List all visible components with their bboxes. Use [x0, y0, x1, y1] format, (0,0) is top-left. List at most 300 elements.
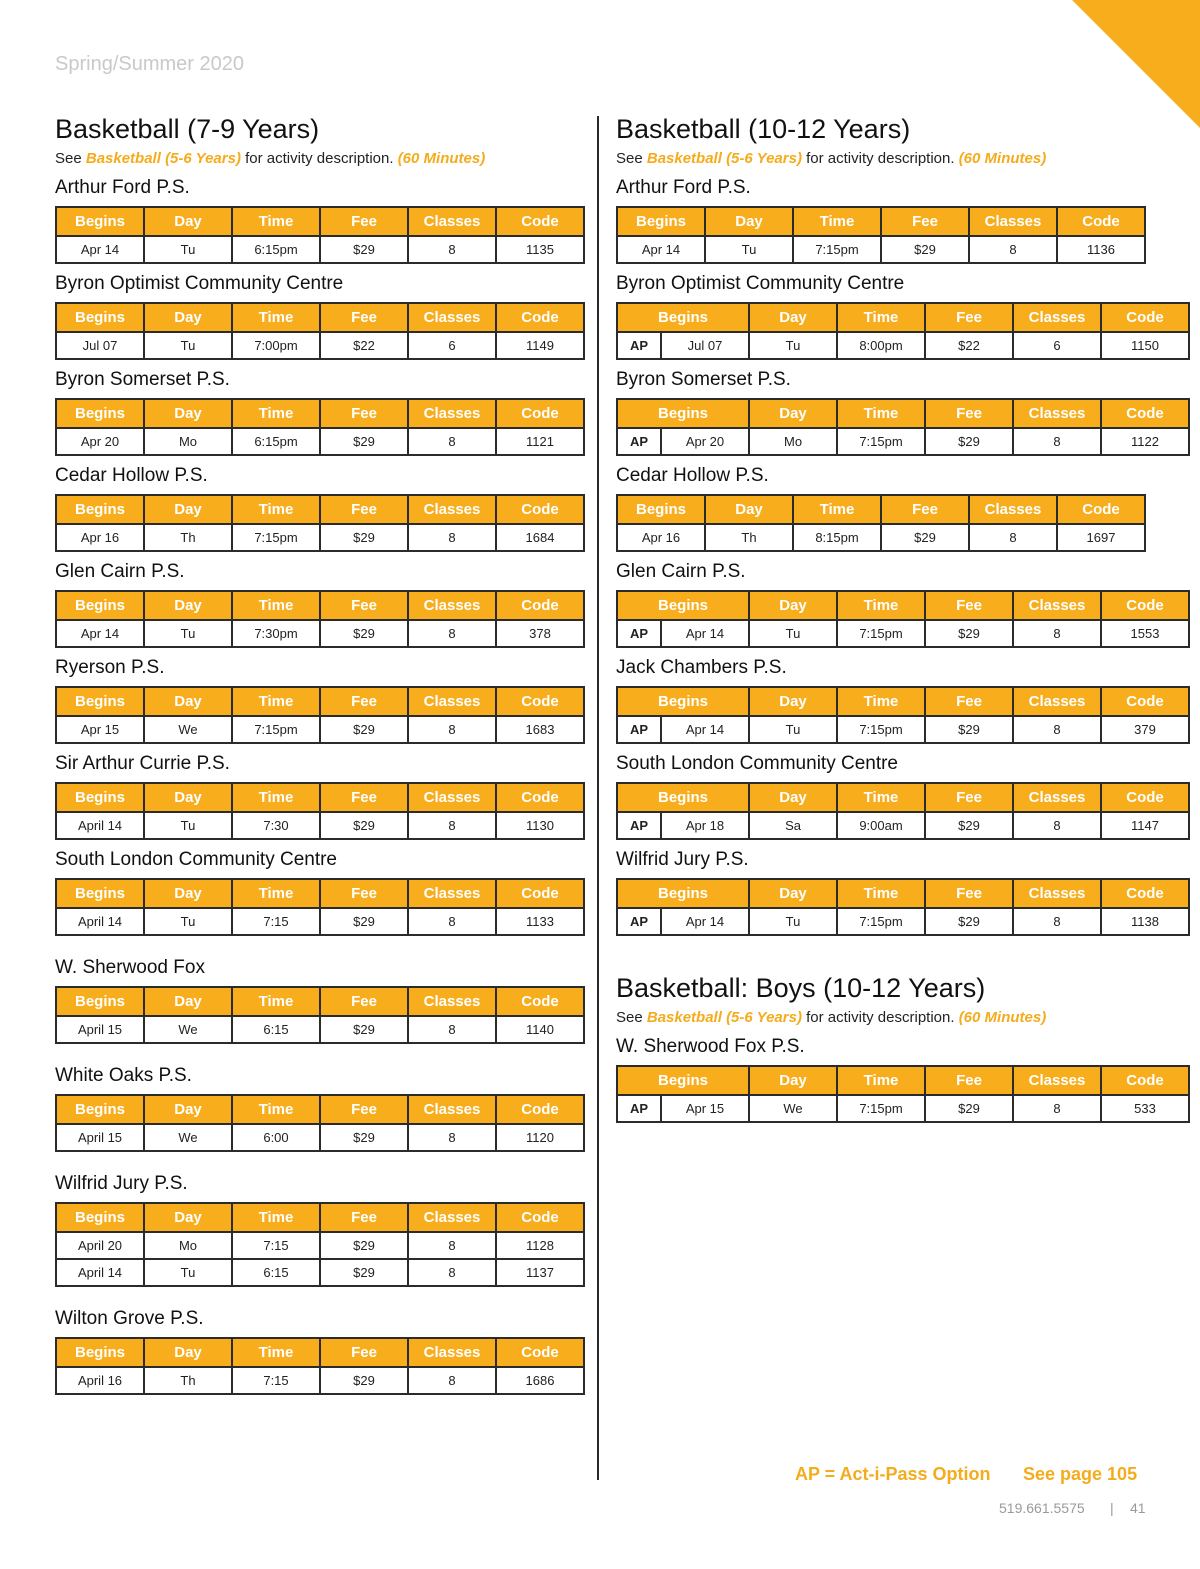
duration-label: (60 Minutes) [958, 150, 1047, 167]
section-basketball-7-9 [55, 113, 585, 1403]
column-header-begins: Begins [617, 591, 749, 620]
location-name: Cedar Hollow P.S. [616, 465, 769, 486]
location-block [55, 464, 585, 552]
table-row [617, 524, 1145, 551]
column-header-classes: Classes [408, 1095, 496, 1124]
cell-classes: 8 [408, 1367, 496, 1394]
cell-fee: $22 [320, 332, 408, 359]
column-header-begins: Begins [56, 399, 144, 428]
cell-classes: 8 [408, 1124, 496, 1151]
cell-day: Tu [144, 1259, 232, 1286]
column-header-begins: Begins [617, 207, 705, 236]
cell-begins: Apr 16 [56, 524, 144, 551]
cell-fee: $29 [320, 1259, 408, 1286]
column-header-code: Code [496, 1095, 584, 1124]
cell-code[interactable]: 1150 [1101, 332, 1189, 359]
table-header-row [56, 1338, 584, 1367]
column-header-classes: Classes [408, 783, 496, 812]
table-header-row [617, 399, 1189, 428]
cell-code[interactable]: 1138 [1101, 908, 1189, 935]
column-header-classes: Classes [408, 207, 496, 236]
column-header-day: Day [749, 1066, 837, 1095]
cell-classes: 8 [1013, 1095, 1101, 1122]
column-header-fee: Fee [320, 207, 408, 236]
column-header-code: Code [496, 399, 584, 428]
cell-time: 8:00pm [837, 332, 925, 359]
cell-fee: $29 [320, 1016, 408, 1043]
column-header-code: Code [496, 1203, 584, 1232]
cell-day: Th [705, 524, 793, 551]
column-header-begins: Begins [56, 687, 144, 716]
cell-classes: 6 [1013, 332, 1101, 359]
schedule-table [616, 878, 1190, 936]
table-row [617, 908, 1189, 935]
cell-day: We [144, 1124, 232, 1151]
cell-code[interactable]: 379 [1101, 716, 1189, 743]
column-header-code: Code [496, 987, 584, 1016]
cell-day: Tu [144, 620, 232, 647]
table-row [56, 1367, 584, 1394]
column-header-fee: Fee [320, 591, 408, 620]
location-block [55, 176, 585, 264]
column-header-time: Time [232, 303, 320, 332]
column-header-code: Code [1057, 495, 1145, 524]
cell-day: Mo [144, 428, 232, 455]
season-label: Spring/Summer 2020 [55, 53, 244, 75]
column-header-time: Time [232, 591, 320, 620]
column-header-begins: Begins [56, 303, 144, 332]
column-header-time: Time [232, 399, 320, 428]
location-block [55, 956, 585, 1044]
cell-time: 6:00 [232, 1124, 320, 1151]
table-row [617, 716, 1189, 743]
location-block [616, 368, 1164, 456]
table-row [56, 428, 584, 455]
cell-classes: 8 [969, 524, 1057, 551]
column-header-day: Day [144, 591, 232, 620]
location-block [55, 1064, 585, 1152]
cell-classes: 8 [1013, 620, 1101, 647]
cell-day: Th [144, 1367, 232, 1394]
column-header-code: Code [1101, 687, 1189, 716]
description-text: for activity description. [801, 1009, 959, 1026]
column-header-begins: Begins [56, 1203, 144, 1232]
column-header-time: Time [837, 687, 925, 716]
cell-time: 7:15pm [837, 428, 925, 455]
column-header-begins: Begins [56, 987, 144, 1016]
column-header-day: Day [144, 495, 232, 524]
column-header-code: Code [496, 591, 584, 620]
table-header-row [56, 687, 584, 716]
column-header-day: Day [144, 987, 232, 1016]
table-header-row [56, 303, 584, 332]
cell-code[interactable]: 378 [496, 620, 584, 647]
act-i-pass-badge: AP [617, 716, 661, 743]
column-header-begins: Begins [56, 591, 144, 620]
column-header-code: Code [1101, 879, 1189, 908]
act-i-pass-badge: AP [617, 908, 661, 935]
cell-time: 7:15pm [793, 236, 881, 263]
schedule-table [616, 206, 1146, 264]
cell-code[interactable]: 1553 [1101, 620, 1189, 647]
column-header-classes: Classes [1013, 591, 1101, 620]
column-header-time: Time [232, 987, 320, 1016]
schedule-table [55, 494, 585, 552]
act-i-pass-badge: AP [617, 428, 661, 455]
column-header-classes: Classes [1013, 399, 1101, 428]
cell-begins: April 16 [56, 1367, 144, 1394]
schedule-table [616, 590, 1190, 648]
cell-time: 7:15 [232, 1232, 320, 1259]
table-header-row [617, 879, 1189, 908]
cell-time: 6:15 [232, 1016, 320, 1043]
cell-fee: $29 [320, 1367, 408, 1394]
schedule-table [55, 398, 585, 456]
column-header-time: Time [837, 1066, 925, 1095]
location-block [616, 272, 1164, 360]
column-header-code: Code [1057, 207, 1145, 236]
cell-code[interactable]: 1683 [496, 716, 584, 743]
column-header-time: Time [837, 303, 925, 332]
cell-begins: Apr 15 [661, 1095, 749, 1122]
column-header-begins: Begins [56, 495, 144, 524]
table-row [56, 1124, 584, 1151]
schedule-table [55, 206, 585, 264]
cell-fee: $29 [925, 620, 1013, 647]
table-header-row [617, 687, 1189, 716]
cell-time: 7:00pm [232, 332, 320, 359]
page-number: 41 [1130, 1500, 1146, 1516]
cell-code[interactable]: 1697 [1057, 524, 1145, 551]
cell-classes: 8 [1013, 428, 1101, 455]
column-header-classes: Classes [408, 303, 496, 332]
location-name: W. Sherwood Fox P.S. [616, 1036, 805, 1057]
cell-fee: $29 [925, 812, 1013, 839]
column-header-day: Day [749, 687, 837, 716]
location-name: Glen Cairn P.S. [55, 561, 185, 582]
table-header-row [56, 399, 584, 428]
column-header-day: Day [144, 303, 232, 332]
column-header-day: Day [144, 399, 232, 428]
schedule-table [616, 302, 1190, 360]
cell-day: Tu [144, 812, 232, 839]
column-header-code: Code [496, 303, 584, 332]
location-block [55, 656, 585, 744]
column-header-time: Time [837, 591, 925, 620]
cell-classes: 8 [408, 716, 496, 743]
section-basketball-10-12 [616, 113, 1164, 944]
cell-fee: $29 [320, 236, 408, 263]
column-header-code: Code [496, 879, 584, 908]
description-prefix: See [55, 150, 86, 167]
cell-begins: April 20 [56, 1232, 144, 1259]
cell-code[interactable]: 1686 [496, 1367, 584, 1394]
table-row [56, 908, 584, 935]
location-block [616, 560, 1164, 648]
column-header-time: Time [232, 879, 320, 908]
table-row [617, 812, 1189, 839]
table-header-row [617, 207, 1145, 236]
cell-classes: 8 [1013, 908, 1101, 935]
cell-code[interactable]: 1137 [496, 1259, 584, 1286]
cell-code[interactable]: 533 [1101, 1095, 1189, 1122]
column-header-day: Day [749, 879, 837, 908]
column-header-day: Day [144, 879, 232, 908]
column-header-fee: Fee [320, 495, 408, 524]
description-link[interactable]: Basketball (5-6 Years) [646, 150, 802, 167]
column-header-fee: Fee [925, 591, 1013, 620]
location-name: Arthur Ford P.S. [616, 177, 751, 198]
cell-day: Tu [749, 716, 837, 743]
schedule-table [616, 398, 1190, 456]
table-header-row [617, 591, 1189, 620]
cell-day: Tu [705, 236, 793, 263]
cell-classes: 8 [408, 236, 496, 263]
column-header-day: Day [749, 399, 837, 428]
cell-begins: April 14 [56, 908, 144, 935]
description-link[interactable]: Basketball (5-6 Years) [85, 150, 241, 167]
table-row [617, 1095, 1189, 1122]
cell-begins: Apr 14 [56, 236, 144, 263]
cell-code[interactable]: 1130 [496, 812, 584, 839]
location-name: South London Community Centre [55, 849, 337, 870]
cell-fee: $29 [320, 1124, 408, 1151]
cell-code[interactable]: 1684 [496, 524, 584, 551]
cell-time: 7:15pm [232, 716, 320, 743]
column-header-time: Time [232, 207, 320, 236]
cell-classes: 6 [408, 332, 496, 359]
act-i-pass-badge: AP [617, 1095, 661, 1122]
column-header-fee: Fee [320, 1095, 408, 1124]
cell-fee: $29 [320, 812, 408, 839]
column-header-fee: Fee [925, 879, 1013, 908]
duration-label: (60 Minutes) [958, 1009, 1047, 1026]
table-row [56, 236, 584, 263]
cell-fee: $29 [320, 524, 408, 551]
cell-day: Tu [144, 236, 232, 263]
phone-number: 519.661.5575 [999, 1500, 1085, 1516]
schedule-table [55, 878, 585, 936]
column-header-classes: Classes [408, 1203, 496, 1232]
location-name: Byron Optimist Community Centre [55, 273, 344, 294]
column-header-time: Time [793, 207, 881, 236]
cell-classes: 8 [1013, 716, 1101, 743]
schedule-table [55, 1202, 585, 1287]
column-header-code: Code [1101, 783, 1189, 812]
column-header-day: Day [705, 207, 793, 236]
column-header-time: Time [232, 495, 320, 524]
column-header-day: Day [749, 783, 837, 812]
column-header-fee: Fee [925, 783, 1013, 812]
cell-begins: Apr 14 [661, 908, 749, 935]
schedule-table [55, 590, 585, 648]
section-description [616, 148, 1146, 170]
table-row [617, 428, 1189, 455]
table-header-row [56, 207, 584, 236]
cell-code[interactable]: 1149 [496, 332, 584, 359]
column-header-begins: Begins [56, 1338, 144, 1367]
table-row [56, 524, 584, 551]
cell-begins: Apr 20 [661, 428, 749, 455]
column-header-time: Time [837, 399, 925, 428]
column-header-code: Code [496, 207, 584, 236]
cell-begins: Apr 16 [617, 524, 705, 551]
cell-begins: Apr 15 [56, 716, 144, 743]
description-link[interactable]: Basketball (5-6 Years) [646, 1009, 802, 1026]
location-name: Sir Arthur Currie P.S. [55, 753, 230, 774]
table-row [56, 1232, 584, 1259]
column-header-classes: Classes [1013, 687, 1101, 716]
cell-fee: $29 [925, 428, 1013, 455]
column-header-classes: Classes [1013, 1066, 1101, 1095]
column-header-begins: Begins [56, 1095, 144, 1124]
column-header-fee: Fee [320, 987, 408, 1016]
cell-fee: $29 [320, 908, 408, 935]
column-header-day: Day [749, 303, 837, 332]
column-header-begins: Begins [56, 207, 144, 236]
column-header-code: Code [496, 687, 584, 716]
column-header-time: Time [793, 495, 881, 524]
column-header-fee: Fee [320, 783, 408, 812]
location-block [55, 848, 585, 936]
column-header-day: Day [144, 1203, 232, 1232]
cell-fee: $29 [320, 620, 408, 647]
location-name: White Oaks P.S. [55, 1065, 192, 1086]
see-page-link[interactable]: See page 105 [1023, 1464, 1138, 1484]
cell-code[interactable]: 1122 [1101, 428, 1189, 455]
column-header-begins: Begins [617, 783, 749, 812]
description-prefix: See [616, 1009, 647, 1026]
cell-begins: Apr 14 [617, 236, 705, 263]
column-header-begins: Begins [617, 399, 749, 428]
location-block [616, 848, 1164, 936]
cell-fee: $29 [925, 908, 1013, 935]
cell-begins: Apr 14 [56, 620, 144, 647]
cell-code[interactable]: 1120 [496, 1124, 584, 1151]
cell-begins: Apr 18 [661, 812, 749, 839]
schedule-table [55, 1094, 585, 1152]
table-header-row [56, 1203, 584, 1232]
cell-code[interactable]: 1135 [496, 236, 584, 263]
column-header-code: Code [496, 1338, 584, 1367]
cell-fee: $29 [320, 428, 408, 455]
column-header-classes: Classes [969, 495, 1057, 524]
location-block [55, 1172, 585, 1287]
location-name: Wilfrid Jury P.S. [616, 849, 749, 870]
cell-fee: $29 [925, 716, 1013, 743]
table-header-row [56, 591, 584, 620]
table-row [56, 812, 584, 839]
cell-begins: April 15 [56, 1124, 144, 1151]
column-header-time: Time [232, 783, 320, 812]
column-header-classes: Classes [408, 591, 496, 620]
column-header-begins: Begins [617, 687, 749, 716]
column-header-begins: Begins [617, 1066, 749, 1095]
cell-code[interactable]: 1140 [496, 1016, 584, 1043]
section-title: Basketball: Boys (10-12 Years) [616, 973, 986, 1003]
cell-classes: 8 [408, 812, 496, 839]
table-row [56, 1016, 584, 1043]
column-header-day: Day [749, 591, 837, 620]
schedule-table [55, 782, 585, 840]
column-header-classes: Classes [1013, 783, 1101, 812]
location-block [616, 464, 1146, 552]
table-row [617, 332, 1189, 359]
section-description [616, 1007, 1146, 1029]
cell-classes: 8 [408, 1259, 496, 1286]
column-header-code: Code [1101, 591, 1189, 620]
table-row [617, 236, 1145, 263]
section-basketball-boys-10-12 [616, 972, 1164, 1131]
location-name: Jack Chambers P.S. [616, 657, 787, 678]
column-header-begins: Begins [617, 303, 749, 332]
cell-fee: $29 [925, 1095, 1013, 1122]
column-header-time: Time [232, 1095, 320, 1124]
column-header-time: Time [232, 1203, 320, 1232]
column-header-code: Code [1101, 303, 1189, 332]
cell-time: 6:15pm [232, 236, 320, 263]
column-header-fee: Fee [881, 207, 969, 236]
table-header-row [617, 783, 1189, 812]
cell-time: 8:15pm [793, 524, 881, 551]
column-header-classes: Classes [1013, 303, 1101, 332]
cell-begins: April 15 [56, 1016, 144, 1043]
schedule-table [616, 494, 1146, 552]
section-title: Basketball (7-9 Years) [55, 114, 320, 144]
table-header-row [56, 783, 584, 812]
cell-code[interactable]: 1133 [496, 908, 584, 935]
column-header-day: Day [144, 687, 232, 716]
table-header-row [56, 1095, 584, 1124]
cell-time: 9:00am [837, 812, 925, 839]
cell-time: 7:30 [232, 812, 320, 839]
cell-day: We [749, 1095, 837, 1122]
cell-classes: 8 [408, 428, 496, 455]
cell-classes: 8 [408, 908, 496, 935]
schedule-table [55, 1337, 585, 1395]
cell-classes: 8 [408, 620, 496, 647]
cell-classes: 8 [408, 524, 496, 551]
column-header-fee: Fee [320, 303, 408, 332]
column-header-classes: Classes [408, 987, 496, 1016]
location-block [55, 560, 585, 648]
location-block [616, 1035, 1164, 1123]
cell-day: We [144, 716, 232, 743]
column-header-code: Code [1101, 1066, 1189, 1095]
cell-day: We [144, 1016, 232, 1043]
location-block [55, 752, 585, 840]
schedule-table [616, 1065, 1190, 1123]
cell-day: Sa [749, 812, 837, 839]
cell-day: Tu [144, 908, 232, 935]
cell-fee: $29 [320, 1232, 408, 1259]
act-i-pass-badge: AP [617, 332, 661, 359]
description-prefix: See [616, 150, 647, 167]
column-header-fee: Fee [925, 399, 1013, 428]
cell-time: 7:15pm [837, 908, 925, 935]
cell-code[interactable]: 1121 [496, 428, 584, 455]
cell-classes: 8 [408, 1016, 496, 1043]
cell-code[interactable]: 1128 [496, 1232, 584, 1259]
column-header-time: Time [837, 879, 925, 908]
cell-fee: $29 [320, 716, 408, 743]
cell-code[interactable]: 1136 [1057, 236, 1145, 263]
cell-begins: Jul 07 [56, 332, 144, 359]
cell-begins: Jul 07 [661, 332, 749, 359]
location-name: Cedar Hollow P.S. [55, 465, 208, 486]
cell-time: 6:15pm [232, 428, 320, 455]
cell-code[interactable]: 1147 [1101, 812, 1189, 839]
